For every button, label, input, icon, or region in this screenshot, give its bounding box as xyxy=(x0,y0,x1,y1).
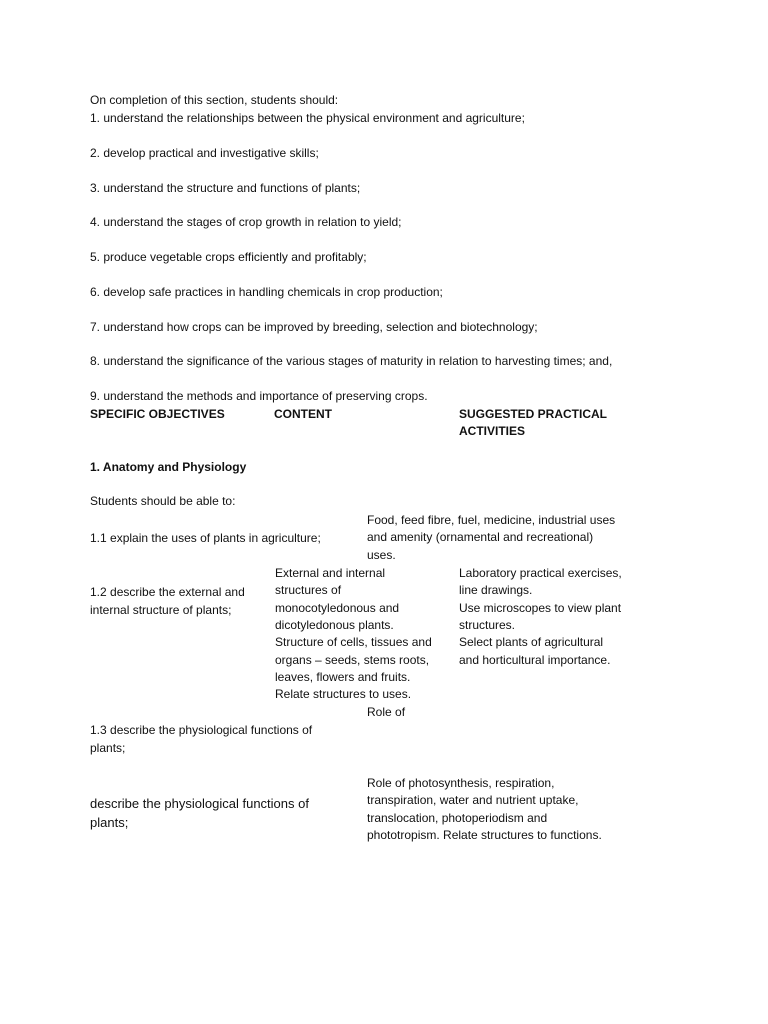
section-lead: Students should be able to: xyxy=(90,494,236,508)
objective-item: 6. develop safe practices in handling chemicals in crop production; xyxy=(90,285,443,299)
content-line: External and internal xyxy=(275,566,386,580)
objective-item: 2. develop practical and investigative skills; xyxy=(90,146,319,160)
content-line: phototropism. Relate structures to functions. xyxy=(367,828,602,842)
objective-item: 7. understand how crops can be improved by breeding, selection and biotechnology; xyxy=(90,320,538,334)
content-line: uses. xyxy=(367,548,396,562)
objective-item: 8. understand the significance of the various stages of maturity in relation to harvesting times; and, xyxy=(90,354,613,368)
objective-item: 9. understand the methods and importance of preserving crops. xyxy=(90,389,428,403)
objective-item: 5. produce vegetable crops efficiently and profitably; xyxy=(90,250,367,264)
content-line: translocation, photoperiodism and xyxy=(367,811,548,825)
objective-item: 1. understand the relationships between the physical environment and agriculture; xyxy=(90,111,525,125)
section-title: 1. Anatomy and Physiology xyxy=(90,460,247,474)
objective-line: plants; xyxy=(90,741,126,755)
content-line: dicotyledonous plants. xyxy=(275,618,394,632)
activity-line: and horticultural importance. xyxy=(459,653,611,667)
activity-line: Use microscopes to view plant xyxy=(459,601,622,615)
content-line: Role of photosynthesis, respiration, xyxy=(367,776,555,790)
header-content: CONTENT xyxy=(274,407,332,421)
content-line: leaves, flowers and fruits. xyxy=(275,670,411,684)
content-line: Food, feed fibre, fuel, medicine, industrial uses xyxy=(367,513,616,527)
activity-line: Select plants of agricultural xyxy=(459,635,604,649)
objective-line: plants; xyxy=(90,815,129,830)
objective-line: internal structure of plants; xyxy=(90,603,232,617)
content-line: organs – seeds, stems roots, xyxy=(275,653,430,667)
objective-line: 1.2 describe the external and xyxy=(90,585,245,599)
intro-text: On completion of this section, students should: xyxy=(90,93,339,107)
content-line: Relate structures to uses. xyxy=(275,687,412,701)
content-line: monocotyledonous and xyxy=(275,601,400,615)
activity-line: structures. xyxy=(459,618,516,632)
objective-item: 3. understand the structure and functions of plants; xyxy=(90,181,361,195)
content-trailing: Role of xyxy=(367,705,406,719)
content-line: transpiration, water and nutrient uptake, xyxy=(367,793,579,807)
activity-line: Laboratory practical exercises, xyxy=(459,566,622,580)
content-line: Structure of cells, tissues and xyxy=(275,635,432,649)
header-specific-objectives: SPECIFIC OBJECTIVES xyxy=(90,407,225,421)
objective-item: 4. understand the stages of crop growth in relation to yield; xyxy=(90,215,402,229)
header-activities: ACTIVITIES xyxy=(459,424,526,438)
objective-line: describe the physiological functions of xyxy=(90,796,309,811)
objective-line: 1.3 describe the physiological functions of xyxy=(90,723,313,737)
content-line: and amenity (ornamental and recreational) xyxy=(367,530,594,544)
objective-1-1: 1.1 explain the uses of plants in agriculture; xyxy=(90,531,321,545)
activity-line: line drawings. xyxy=(459,583,533,597)
content-line: structures of xyxy=(275,583,342,597)
header-suggested-practical: SUGGESTED PRACTICAL xyxy=(459,407,608,421)
